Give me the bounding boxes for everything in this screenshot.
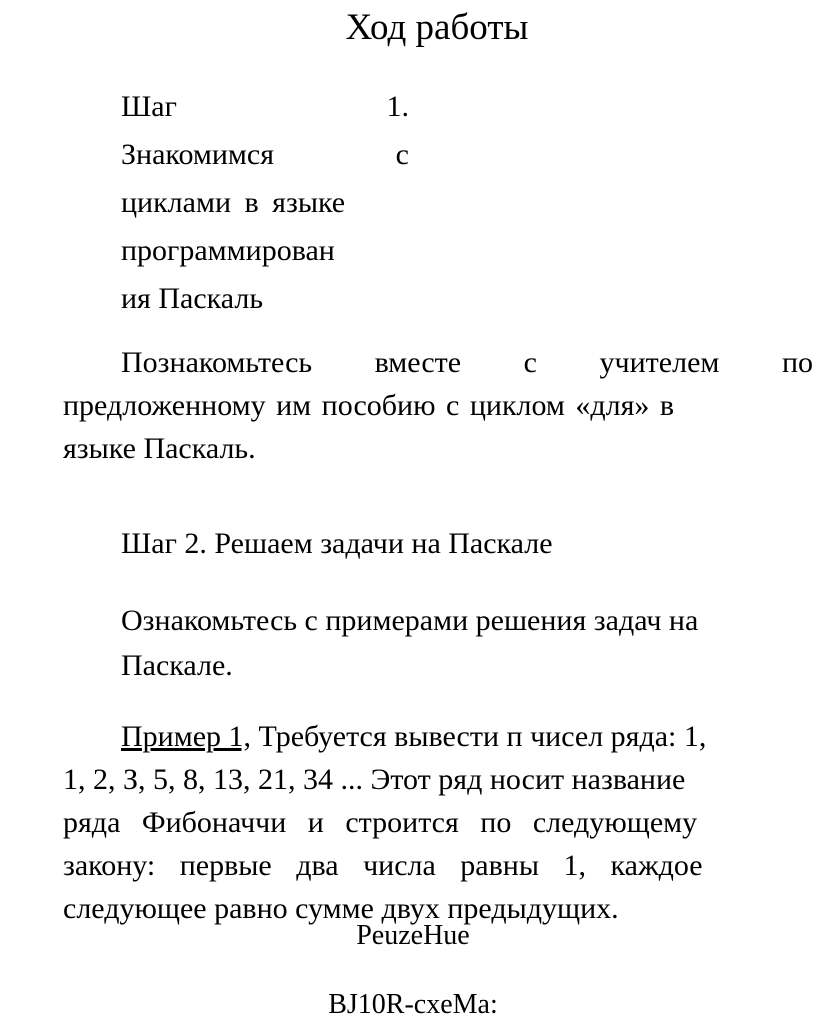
intro-line: предложенному им пособию с циклом «для» в	[63, 389, 675, 422]
step2-text-line: Паскале.	[121, 649, 233, 682]
example1-text: Требуется вывести п чисел ряда: 1,	[251, 720, 707, 753]
step1-word: с	[395, 138, 409, 171]
example1-line: следующее равно сумме двух предыдущих.	[63, 892, 619, 925]
step1-line	[121, 179, 409, 227]
step2-text-line: Ознакомьтесь с примерами решения задач на	[121, 604, 699, 637]
scheme-label: BJ10R-cxeMa:	[328, 989, 498, 1020]
intro-word: Познакомьтесь	[121, 346, 313, 379]
step1-line	[121, 131, 409, 179]
step2-heading: Шаг 2. Решаем задачи на Паскале	[121, 527, 553, 560]
example1-line: закону: первые два числа равны 1, каждое	[63, 849, 703, 882]
intro-paragraph	[63, 341, 813, 470]
intro-line: языке Паскаль.	[63, 432, 256, 465]
example1-line: 1, 2, З, 5, 8, 13, 21, 34 ... Этот ряд носит название	[63, 763, 686, 796]
step1-line: программирован	[121, 234, 335, 267]
step1-line-text: циклами в языке	[121, 186, 346, 219]
example1-paragraph	[63, 715, 813, 930]
intro-line	[63, 341, 813, 384]
step1-line: ия Паскаль	[121, 282, 264, 315]
example1-line: ряда Фибоначчи и строится по следующему	[63, 806, 698, 839]
intro-word: учителем	[599, 346, 720, 379]
intro-word: по	[781, 346, 813, 379]
page-title: Ход работы	[345, 7, 529, 48]
step1-word: Знакомимся	[121, 138, 275, 171]
intro-word: с	[523, 346, 537, 379]
step1-line	[121, 83, 409, 131]
step2-text	[121, 598, 815, 688]
intro-word: вместе	[374, 346, 462, 379]
step1-heading	[121, 83, 409, 323]
example1-label: Пример 1,	[121, 720, 252, 753]
solution-label: PeuzeHue	[356, 920, 470, 951]
step1-word: Шаг	[121, 90, 177, 123]
step1-word: 1.	[386, 90, 409, 123]
example1-line	[63, 715, 813, 758]
